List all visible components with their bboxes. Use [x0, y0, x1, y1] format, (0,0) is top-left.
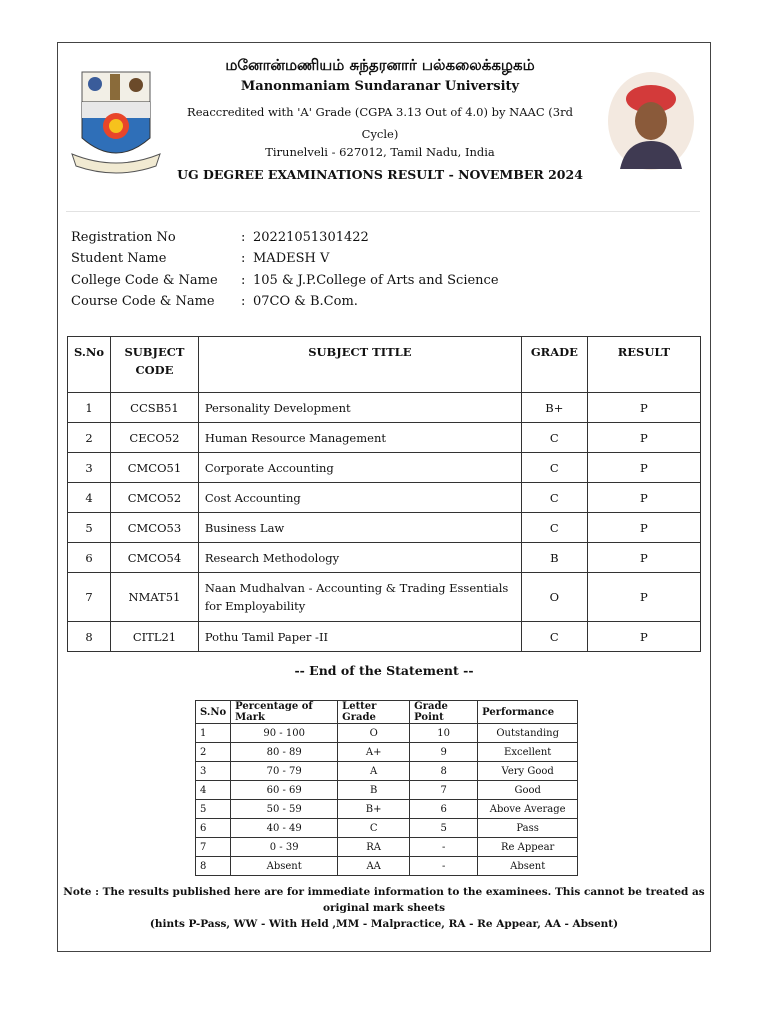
grading-cell-percentage: 40 - 49	[231, 819, 338, 838]
col-header-subject-title: SUBJECT TITLE	[198, 337, 521, 393]
grading-cell-sno: 4	[196, 781, 231, 800]
cell-title: Naan Mudhalvan - Accounting & Trading Essentials for Employability	[198, 573, 521, 622]
cell-sno: 7	[68, 573, 111, 622]
grading-cell-sno: 2	[196, 743, 231, 762]
grading-table	[195, 700, 578, 876]
cell-code: CMCO54	[111, 543, 199, 573]
grading-cell-percentage: 70 - 79	[231, 762, 338, 781]
table-row	[68, 513, 701, 543]
university-emblem-logo	[70, 68, 162, 176]
cell-title: Personality Development	[198, 393, 521, 423]
grading-cell-percentage: 50 - 59	[231, 800, 338, 819]
cell-code: CMCO51	[111, 453, 199, 483]
college-name: 105 & J.P.College of Arts and Science	[253, 272, 499, 288]
grading-col-sno: S.No	[196, 701, 231, 724]
grading-cell-letter-grade: C	[338, 819, 410, 838]
grading-cell-grade-point: -	[410, 838, 478, 857]
table-row	[68, 423, 701, 453]
grading-cell-grade-point: 10	[410, 724, 478, 743]
course-name: 07CO & B.Com.	[253, 293, 358, 309]
course-row	[71, 294, 499, 315]
tamil-university-name: மனோன்மணியம் சுந்தரனார் பல்கலைக்கழகம்	[225, 56, 535, 74]
grading-col-letter-grade: Letter Grade	[338, 701, 410, 724]
grading-cell-percentage: 80 - 89	[231, 743, 338, 762]
university-name: Manonmaniam Sundaranar University	[240, 79, 520, 94]
col-header-subject-code: SUBJECT CODE	[111, 337, 199, 393]
grading-cell-letter-grade: A	[338, 762, 410, 781]
grading-row	[196, 819, 578, 838]
cell-grade: C	[521, 483, 587, 513]
grading-cell-letter-grade: A+	[338, 743, 410, 762]
university-address: Tirunelveli - 627012, Tamil Nadu, India	[265, 145, 495, 159]
grading-cell-sno: 1	[196, 724, 231, 743]
grading-cell-sno: 5	[196, 800, 231, 819]
cell-title: Pothu Tamil Paper -II	[198, 622, 521, 652]
cell-code: CITL21	[111, 622, 199, 652]
field-separator: :	[241, 272, 246, 288]
col-header-sno: S.No	[68, 337, 111, 393]
grading-cell-letter-grade: B+	[338, 800, 410, 819]
cell-title: Cost Accounting	[198, 483, 521, 513]
grading-cell-sno: 8	[196, 857, 231, 876]
founder-portrait-image	[606, 71, 696, 171]
registration-row	[71, 230, 499, 251]
grading-cell-performance: Pass	[478, 819, 578, 838]
cell-result: P	[587, 393, 700, 423]
cell-grade: C	[521, 622, 587, 652]
grading-cell-letter-grade: AA	[338, 857, 410, 876]
grading-cell-performance: Very Good	[478, 762, 578, 781]
grading-cell-performance: Outstanding	[478, 724, 578, 743]
grading-row	[196, 857, 578, 876]
grading-cell-performance: Absent	[478, 857, 578, 876]
grading-cell-sno: 7	[196, 838, 231, 857]
cell-title: Research Methodology	[198, 543, 521, 573]
student-name-row	[71, 251, 499, 272]
cell-title: Corporate Accounting	[198, 453, 521, 483]
table-row	[68, 622, 701, 652]
table-row	[68, 453, 701, 483]
grading-col-percentage: Percentage of Mark	[231, 701, 338, 724]
college-row	[71, 273, 499, 294]
cell-title: Human Resource Management	[198, 423, 521, 453]
field-label: Registration No	[71, 230, 176, 245]
field-separator: :	[241, 251, 246, 267]
grading-cell-percentage: 0 - 39	[231, 838, 338, 857]
grading-cell-letter-grade: RA	[338, 838, 410, 857]
cell-grade: C	[521, 513, 587, 543]
header-divider	[66, 211, 700, 212]
cell-code: CMCO53	[111, 513, 199, 543]
cell-sno: 5	[68, 513, 111, 543]
cell-sno: 3	[68, 453, 111, 483]
grading-row	[196, 762, 578, 781]
grading-row	[196, 838, 578, 857]
cell-sno: 4	[68, 483, 111, 513]
results-header-row	[68, 337, 701, 393]
grading-row	[196, 743, 578, 762]
table-row	[68, 573, 701, 622]
cell-grade: B	[521, 543, 587, 573]
table-row	[68, 393, 701, 423]
grading-cell-performance: Good	[478, 781, 578, 800]
grading-cell-letter-grade: B	[338, 781, 410, 800]
grading-header-row	[196, 701, 578, 724]
grading-cell-performance: Above Average	[478, 800, 578, 819]
grading-cell-sno: 3	[196, 762, 231, 781]
student-name: MADESH V	[253, 251, 330, 267]
grading-cell-performance: Excellent	[478, 743, 578, 762]
grading-cell-letter-grade: O	[338, 724, 410, 743]
grading-cell-grade-point: 8	[410, 762, 478, 781]
grading-cell-grade-point: 9	[410, 743, 478, 762]
grading-cell-sno: 6	[196, 819, 231, 838]
grading-cell-grade-point: -	[410, 857, 478, 876]
grading-row	[196, 724, 578, 743]
note-text: Note : The results published here are for immediate information to the examinees. This cannot be treated as original mark sheets	[63, 886, 705, 914]
cell-result: P	[587, 622, 700, 652]
field-separator: :	[241, 230, 246, 245]
col-header-result: RESULT	[587, 337, 700, 393]
cell-result: P	[587, 513, 700, 543]
cell-sno: 6	[68, 543, 111, 573]
field-label: College Code & Name	[71, 272, 218, 288]
grading-row	[196, 800, 578, 819]
cell-result: P	[587, 573, 700, 622]
cell-result: P	[587, 423, 700, 453]
results-table	[67, 336, 701, 652]
table-row	[68, 543, 701, 573]
cell-result: P	[587, 543, 700, 573]
grading-cell-percentage: Absent	[231, 857, 338, 876]
cell-result: P	[587, 483, 700, 513]
col-header-grade: GRADE	[521, 337, 587, 393]
table-row	[68, 483, 701, 513]
field-separator: :	[241, 293, 246, 309]
grading-cell-performance: Re Appear	[478, 838, 578, 857]
grading-col-performance: Performance	[478, 701, 578, 724]
cell-sno: 1	[68, 393, 111, 423]
grading-cell-percentage: 60 - 69	[231, 781, 338, 800]
grading-cell-percentage: 90 - 100	[231, 724, 338, 743]
exam-title: UG DEGREE EXAMINATIONS RESULT - NOVEMBER 2024	[177, 167, 583, 182]
disclaimer-note	[62, 884, 706, 932]
cell-sno: 8	[68, 622, 111, 652]
cell-grade: C	[521, 423, 587, 453]
grading-cell-grade-point: 7	[410, 781, 478, 800]
note-hints: (hints P-Pass, WW - With Held ,MM - Malpractice, RA - Re Appear, AA - Absent)	[149, 918, 619, 930]
grading-row	[196, 781, 578, 800]
cell-grade: B+	[521, 393, 587, 423]
cell-code: NMAT51	[111, 573, 199, 622]
cell-grade: C	[521, 453, 587, 483]
cell-grade: O	[521, 573, 587, 622]
cell-code: CECO52	[111, 423, 199, 453]
cell-result: P	[587, 453, 700, 483]
registration-number: 20221051301422	[253, 230, 369, 245]
accreditation-text: Reaccredited with 'A' Grade (CGPA 3.13 Out of 4.0) by NAAC (3rd Cycle)	[187, 105, 573, 141]
grading-col-grade-point: Grade Point	[410, 701, 478, 724]
field-label: Student Name	[71, 251, 167, 267]
cell-sno: 2	[68, 423, 111, 453]
cell-title: Business Law	[198, 513, 521, 543]
grading-cell-grade-point: 5	[410, 819, 478, 838]
student-info	[71, 230, 499, 315]
cell-code: CCSB51	[111, 393, 199, 423]
field-label: Course Code & Name	[71, 293, 215, 309]
cell-code: CMCO52	[111, 483, 199, 513]
end-of-statement: -- End of the Statement --	[294, 663, 474, 678]
grading-cell-grade-point: 6	[410, 800, 478, 819]
